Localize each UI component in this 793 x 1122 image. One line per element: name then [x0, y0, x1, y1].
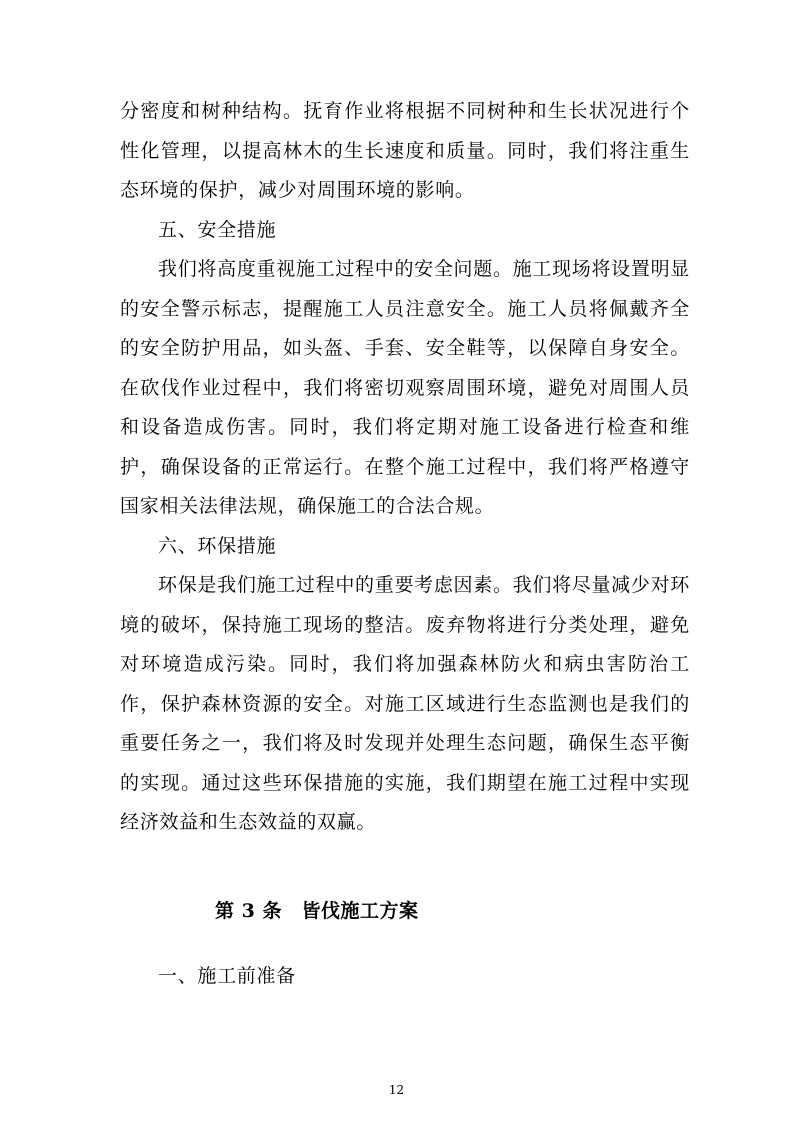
environment-paragraph: 环保是我们施工过程中的重要考虑因素。我们将尽量减少对环境的破坏，保持施工现场的整洁。废弃物将进行分类处理，避免对环境造成污染。同时，我们将加强森林防火和病虫害防治工作，保护森林资源的安全。对施工区域进行生态监测也是我们的重要任务之一，我们将及时发现并处理生态问题，确保生态平衡的实现。通过这些环保措施的实施，我们期望在施工过程中实现经济效益和生态效益的双赢。 [120, 574, 690, 833]
section-heading-environment: 六、环保措施 [158, 534, 277, 557]
safety-paragraph: 我们将高度重视施工过程中的安全问题。施工现场将设置明显的安全警示标志，提醒施工人员注意安全。施工人员将佩戴齐全的安全防护用品，如头盔、手套、安全鞋等，以保障自身安全。在砍伐作业过程中，我们将密切观察周围环境，避免对周围人员和设备造成伤害。同时，我们将定期对施工设备进行检查和维护，确保设备的正常运行。在整个施工过程中，我们将严格遵守国家相关法律法规，确保施工的合法合规。 [120, 258, 690, 517]
document-body [120, 92, 690, 843]
section-heading-safety: 五、安全措施 [158, 218, 277, 241]
subsection-heading: 一、施工前准备 [158, 965, 296, 987]
page-number: 12 [388, 1083, 405, 1097]
continuation-paragraph: 分密度和树种结构。抚育作业将根据不同树种和生长状况进行个性化管理，以提高林木的生长速度和质量。同时，我们将注重生态环境的保护，减少对周围环境的影响。 [120, 100, 690, 201]
article-title: 第 3 条 皆伐施工方案 [215, 900, 419, 922]
